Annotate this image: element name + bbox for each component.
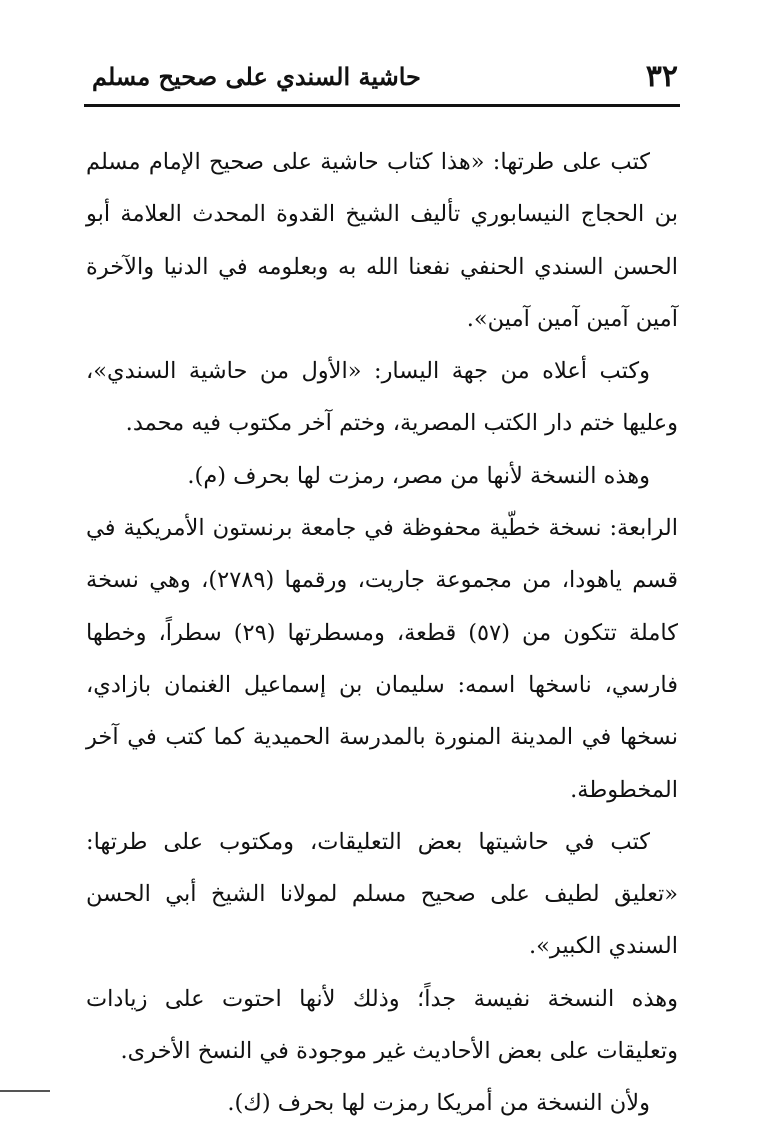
page-header (86, 52, 678, 102)
main-text (86, 136, 678, 1130)
paragraph-title-page-note: كتب على طرتها: «هذا كتاب حاشية على صحيح الإمام مسلم بن الحجاج النيسابوري تأليف الشيخ القدوة المحدث العلامة أبو الحسن السندي الحنفي نفعنا الله به وبعلومه في الدنيا والآخرة آمين آمين آمين آمين». (86, 149, 678, 332)
scan-edge-mark (0, 1090, 50, 1092)
running-title: حاشية السندي على صحيح مسلم (92, 62, 421, 91)
paragraph-symbol-m: وهذه النسخة لأنها من مصر، رمزت لها بحرف (م). (187, 462, 650, 489)
paragraph-left-side-note: وكتب أعلاه من جهة اليسار: «الأول من حاشية السندي»، وعليها ختم دار الكتب المصرية، وختم آخر مكتوب فيه محمد. (86, 358, 678, 437)
paragraph-manuscript-value: وهذه النسخة نفيسة جداً؛ وذلك لأنها احتوت على زيادات وتعليقات على بعض الأحاديث غير موجودة في النسخ الأخرى. (86, 985, 678, 1065)
paragraph-margin-notes: كتب في حاشيتها بعض التعليقات، ومكتوب على طرتها: «تعليق لطيف على صحيح مسلم لمولانا الشيخ أبي الحسن السندي الكبير». (86, 828, 678, 960)
paragraph-fourth-manuscript: الرابعة: نسخة خطّية محفوظة في جامعة برنستون الأمريكية في قسم ياهودا، من مجموعة جاريت، ورقمها (٢٧٨٩)، وهي نسخة كاملة تتكون من (٥٧) قطعة، ومسطرتها (٢٩) سطراً، وخطها فارسي، ناسخها اسمه: سليمان بن إسماعيل الغنمان بازادي، نسخها في المدينة المنورة بالمدرسة الحميدية كما كتب في آخر المخطوطة. (86, 515, 678, 803)
paragraph-symbol-k: ولأن النسخة من أمريكا رمزت لها بحرف (ك). (227, 1090, 650, 1117)
page-number: ٣٢ (645, 59, 678, 94)
header-divider (84, 104, 680, 107)
